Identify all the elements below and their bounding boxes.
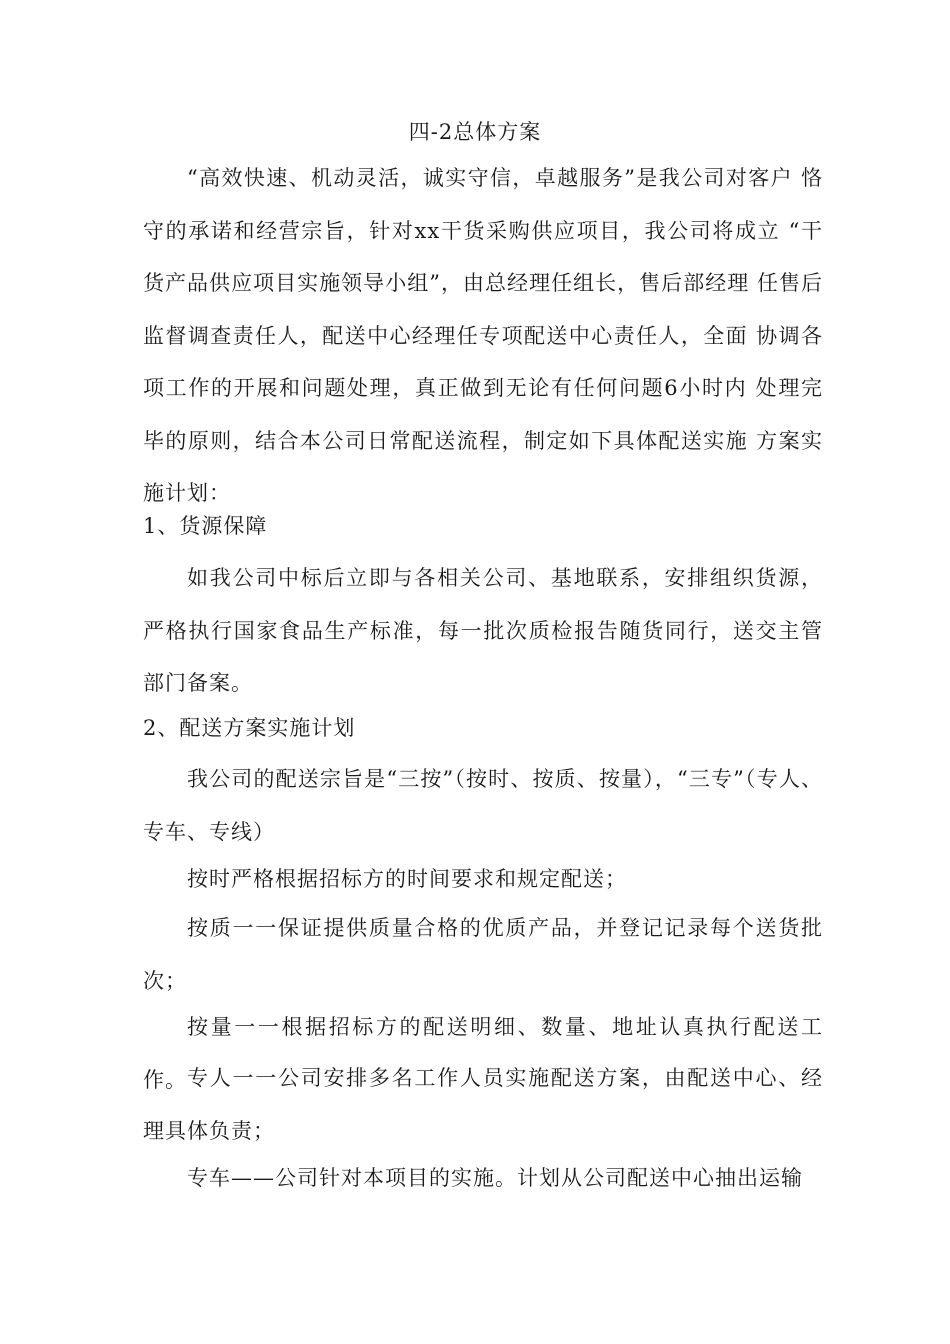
list-item: 按质一一保证提供质量合格的优质产品，并登记记录每个送货批次；	[143, 916, 823, 993]
list-item: 按量一一根据招标方的配送明细、数量、地址认真执行配送工作。	[143, 1015, 823, 1092]
section-1-heading: 1、货源保障	[143, 514, 268, 538]
section-1-body: 如我公司中标后立即与各相关公司、基地联系，安排组织货源， 严格执行国家食品生产标准，每一批次质检报告随货同行，送交主管 部门备案。	[143, 566, 823, 695]
document-title: 四-2总体方案	[408, 120, 542, 144]
list-item: 按时严格根据招标方的时间要求和规定配送；	[187, 867, 627, 891]
section-2-heading: 2、配送方案实施计划	[143, 716, 356, 740]
intro-paragraph: “高效快速、机动灵活，诚实守信，卓越服务”是我公司对客户 恪守的承诺和经营宗旨，针对xx干货采购供应项目，我公司将成立 “干货产品供应项目实施领导小组”，由总经理任组长，售后部经理 任售后监督调查责任人，配送中心经理任专项配送中心责任人，全面 协调各项工作的开展和问题处理，真正做到无论有任何问题6小时内 处理完毕的原则，结合本公司日常配送流程，制定如下具体配送实施 方案实施计划：	[143, 166, 823, 505]
list-item: 专车——公司针对本项目的实施。计划从公司配送中心抽出运输	[187, 1166, 803, 1190]
section-2-body: 我公司的配送宗旨是“三按”（按时、按质、按量），“三专”（专人、专车、专线）	[143, 767, 823, 844]
list-item: 专人一一公司安排多名工作人员实施配送方案，由配送中心、经理具体负责；	[143, 1066, 823, 1143]
